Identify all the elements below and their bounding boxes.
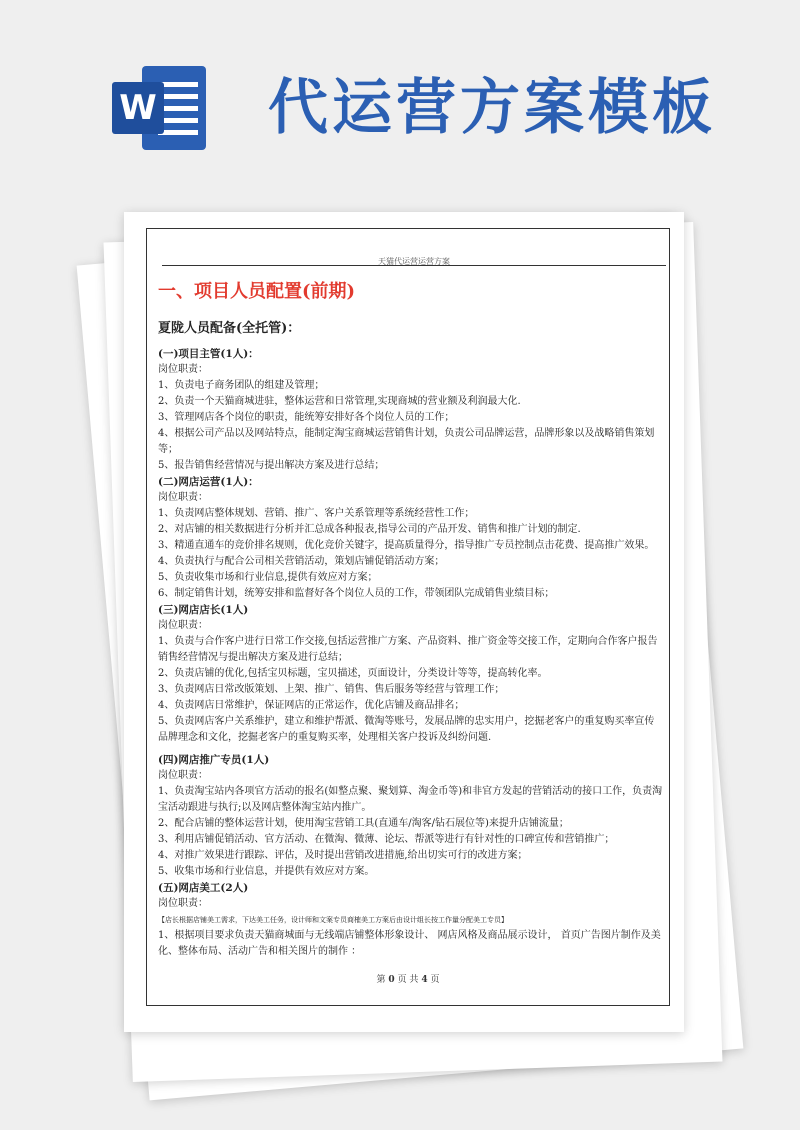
body-line: 1、负责电子商务团队的组建及管理； bbox=[158, 380, 325, 391]
assignment-note: 【店长根据店铺美工需求，下达美工任务，设计师和文案专员商榷美工方案后由设计组长按工作量分配美工专员】 bbox=[158, 916, 508, 924]
body-line: 2、负责一个天猫商城进驻，整体运营和日常管理,实现商城的营业额及利润最大化. bbox=[158, 396, 521, 407]
body-line: 岗位职责： bbox=[158, 898, 208, 909]
body-line: 岗位职责： bbox=[158, 620, 208, 631]
word-lines-icon bbox=[158, 82, 198, 142]
body-line: 1、根据项目要求负责天猫商城面与无线端店铺整体形象设计、 网店风格及商品展示设计， 首页广告图片制作及美化、整体布局、活动广告和相关图片的制作 ： bbox=[158, 930, 661, 957]
body-line: 岗位职责： bbox=[158, 770, 208, 781]
role-heading: (五)网店美工(2人) bbox=[158, 882, 249, 894]
body-line: 1、负责网店整体规划、营销、推广、客户关系管理等系统经营性工作； bbox=[158, 508, 475, 519]
document-body bbox=[158, 278, 664, 960]
body-line: 2、配合店铺的整体运营计划，使用淘宝营销工具(直通车/淘客/钻石展位等)来提升店铺流量； bbox=[158, 818, 569, 829]
body-line: 4、根据公司产品以及网站特点，能制定淘宝商城运营销售计划，负责公司品牌运营，品牌形象以及战略销售策划等； bbox=[158, 428, 655, 455]
running-head: 天猫代运营运营方案 bbox=[378, 257, 450, 266]
role-heading: (一)项目主管(1人)： bbox=[158, 348, 259, 360]
body-line: 2、对店铺的相关数据进行分析并汇总成各种报表,指导公司的产品开发、销售和推广计划的制定. bbox=[158, 524, 581, 535]
body-line: 3、利用店铺促销活动、官方活动、在微淘、微薄、论坛、帮派等进行有针对性的口碑宣传和营销推广； bbox=[158, 834, 615, 845]
body-lines bbox=[158, 346, 664, 960]
body-line: 5、报告销售经营情况与提出解决方案及进行总结； bbox=[158, 460, 385, 471]
body-line: 5、收集市场和行业信息，并提供有效应对方案。 bbox=[158, 866, 375, 877]
body-line: 3、管理网店各个岗位的职责，能统筹安排好各个岗位人员的工作； bbox=[158, 412, 455, 423]
role-heading: (二)网店运营(1人)： bbox=[158, 476, 259, 488]
role-heading: (三)网店店长(1人) bbox=[158, 604, 249, 616]
body-line: 2、负责店铺的优化,包括宝贝标题，宝贝描述，页面设计，分类设计等等，提高转化率。 bbox=[158, 668, 548, 679]
body-line: 4、负责执行与配合公司相关营销活动，策划店铺促销活动方案； bbox=[158, 556, 445, 567]
body-line: 5、负责收集市场和行业信息,提供有效应对方案； bbox=[158, 572, 378, 583]
role-heading: (四)网店推广专员(1人) bbox=[158, 754, 270, 766]
word-badge-icon: W bbox=[112, 82, 164, 134]
body-line: 4、对推广效果进行跟踪、评估，及时提出营销改进措施,给出切实可行的改进方案； bbox=[158, 850, 528, 861]
page-title: 代运营方案模板 bbox=[268, 73, 716, 143]
body-line: 6、制定销售计划，统筹安排和监督好各个岗位人员的工作，带领团队完成销售业绩目标； bbox=[158, 588, 555, 599]
footer-suffix: 页 bbox=[430, 975, 440, 985]
section-subtitle: 夏陇人员配备(全托管)： bbox=[158, 321, 301, 336]
footer-prefix: 第 bbox=[376, 975, 386, 985]
section-title: 一、项目人员配置(前期) bbox=[158, 281, 356, 302]
body-line: 1、负责淘宝站内各项官方活动的报名(如整点聚、聚划算、淘金币等)和非官方发起的营销活动的接口工作，负责淘宝活动跟进与执行;以及网店整体淘宝站内推广。 bbox=[158, 786, 663, 813]
footer-page-number: 0 bbox=[388, 975, 395, 985]
footer-total-pages: 4 bbox=[421, 975, 428, 985]
body-line: 3、精通直通车的竞价排名规则，优化竞价关键字，提高质量得分，指导推广专员控制点击花费、提高推广效果。 bbox=[158, 540, 655, 551]
body-line: 岗位职责： bbox=[158, 364, 208, 375]
page-footer bbox=[146, 972, 670, 985]
body-line: 1、负责与合作客户进行日常工作交接,包括运营推广方案、产品资料、推广资金等交接工作，定期向合作客户报告销售经营情况与提出解决方案及进行总结； bbox=[158, 636, 658, 663]
body-line: 5、负责网店客户关系维护，建立和维护帮派、微淘等账号，发展品牌的忠实用户，挖掘老客户的重复购买率宣传品牌理念和文化，挖掘老客户的重复购买率，处理相关客户投诉及纠纷问题. bbox=[158, 716, 655, 743]
word-app-icon bbox=[112, 66, 208, 150]
header-rule bbox=[162, 265, 666, 266]
footer-middle: 页 共 bbox=[397, 975, 419, 985]
body-line: 3、负责网店日常改版策划、上架、推广、销售、售后服务等经营与管理工作； bbox=[158, 684, 505, 695]
body-line: 4、负责网店日常维护，保证网店的正常运作，优化店铺及商品排名； bbox=[158, 700, 465, 711]
body-line: 岗位职责： bbox=[158, 492, 208, 503]
